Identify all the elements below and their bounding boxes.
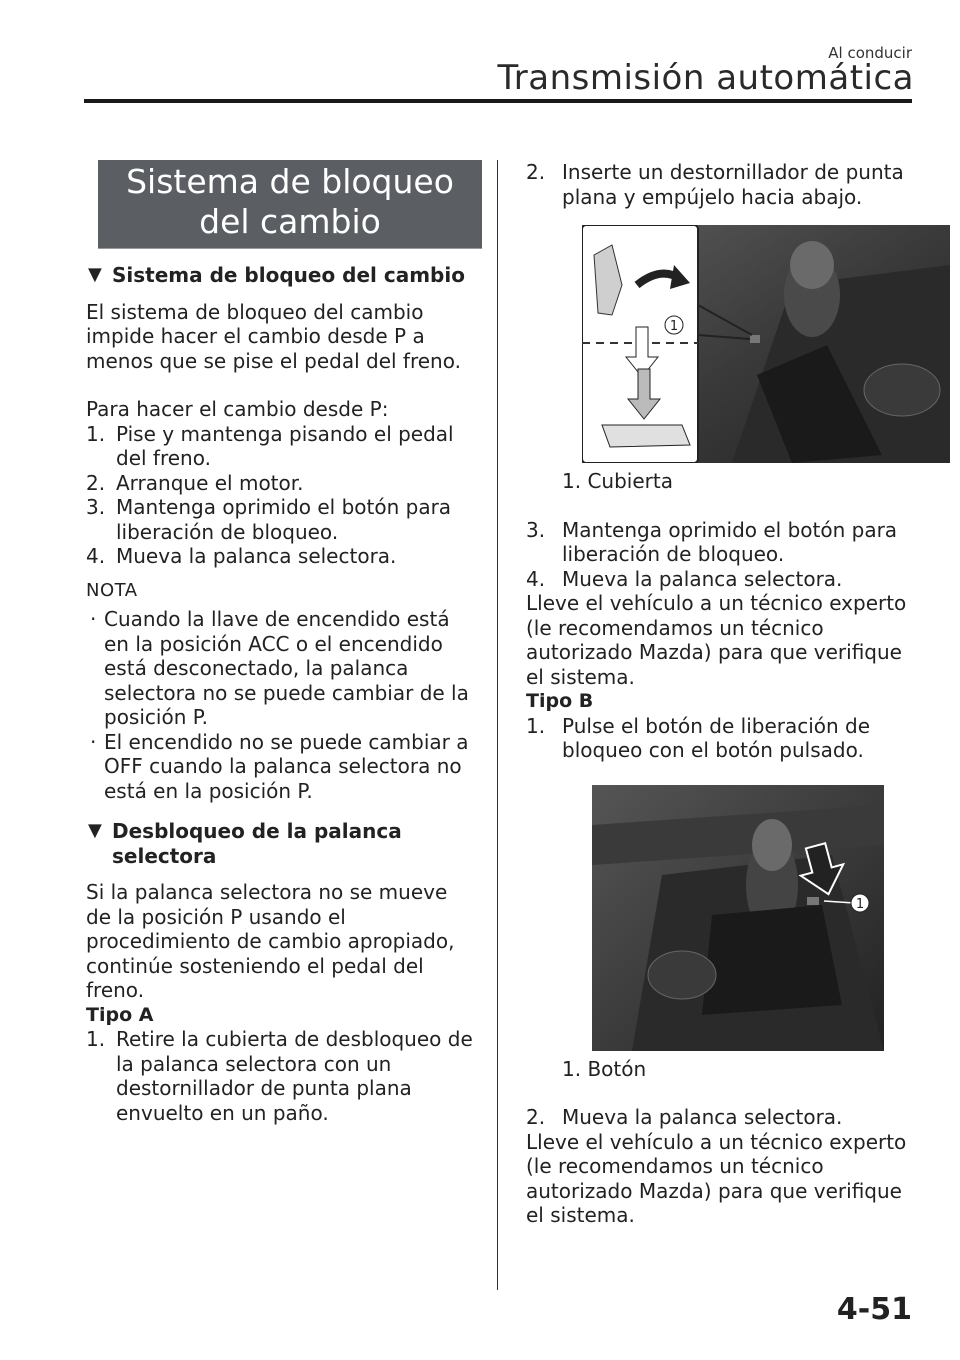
list-item: 1. Pulse el botón de liberación de bloqueo con el botón pulsado. (526, 713, 871, 762)
intro-paragraph: El sistema de bloqueo del cambio impide hacer el cambio desde P a menos que se pise el pedal del freno. (86, 299, 461, 373)
list-item: 1. Retire la cubierta de desbloqueo de la palanca selectora con un destornillador de punta plana envuelto en un paño. (86, 1027, 473, 1125)
list-item: 3. Mantenga oprimido el botón para liberación de bloqueo. (86, 495, 452, 544)
list-item: 3. Mantenga oprimido el botón para liberación de bloqueo. (526, 517, 898, 566)
header-section: Al conducir (828, 44, 912, 62)
list-item: · El encendido no se puede cambiar a OFF cuando la palanca selectora no está en la posición P. (90, 729, 469, 803)
figure-caption: 1. Cubierta (562, 469, 673, 493)
section-banner: Sistema de bloqueo del cambio (98, 160, 482, 249)
list-item: 4. Mueva la palanca selectora. (86, 544, 397, 568)
list-item: 1. Pise y mantenga pisando el pedal del freno. (86, 421, 454, 470)
figure-caption: 1. Botón (562, 1056, 647, 1081)
cover-removal-illustration (582, 225, 950, 463)
list-item: · Cuando la llave de encendido está en la posición ACC o el encendido está desconectado, la palanca selectora no se puede cambiar de la posición P. (90, 607, 469, 729)
advice-paragraph: Lleve el vehículo a un técnico experto (le recomendamos un técnico autorizado Mazda) para que verifique el sistema. (526, 1129, 907, 1227)
type-a-label: Tipo A (86, 1003, 154, 1026)
nota-label: NOTA (86, 579, 138, 601)
triangle-bullet-icon: ▼ (88, 264, 102, 285)
left-column (86, 160, 476, 1125)
type-a-steps-cont (526, 160, 916, 209)
type-b-label: Tipo B (526, 690, 594, 712)
shift-from-p-label: Para hacer el cambio desde P: (86, 397, 389, 421)
subheading-unlock (86, 819, 476, 868)
figure-release-button (592, 785, 884, 1051)
header-title: Transmisión automática (497, 58, 914, 98)
page-number: 4-51 (836, 1292, 912, 1327)
list-item: 2. Mueva la palanca selectora. (526, 1105, 843, 1129)
column-divider (497, 160, 498, 1290)
subheading-shift-lock (86, 263, 476, 288)
type-b-steps (526, 714, 916, 763)
type-b-steps-end (526, 1105, 916, 1130)
type-a-steps-end (526, 518, 916, 592)
list-item: 2. Arranque el motor. (86, 470, 304, 495)
subheading-text: Sistema de bloqueo del cambio (112, 263, 465, 287)
figure-cover-removal (582, 225, 950, 463)
list-item: 2. Inserte un destornillador de punta plana y empújelo hacia abajo. (526, 160, 904, 209)
subheading-text: Desbloqueo de la palanca selectora (112, 819, 402, 868)
type-a-steps (86, 1027, 476, 1125)
header-rule (84, 99, 912, 103)
nota-list (86, 607, 476, 803)
release-button-illustration (592, 785, 884, 1051)
list-item: 4. Mueva la palanca selectora. (526, 566, 843, 591)
shift-steps-list (86, 422, 476, 569)
triangle-bullet-icon: ▼ (88, 820, 102, 841)
right-column (526, 160, 916, 1228)
unlock-intro: Si la palanca selectora no se mueve de la posición P usando el procedimiento de cambio apropiado, continúe sosteniendo el pedal del freno. (86, 880, 455, 1002)
advice-paragraph: Lleve el vehículo a un técnico experto (le recomendamos un técnico autorizado Mazda) para que verifique el sistema. (526, 591, 907, 689)
callout-number: 1 (669, 319, 679, 334)
callout-number: 1 (855, 896, 865, 912)
